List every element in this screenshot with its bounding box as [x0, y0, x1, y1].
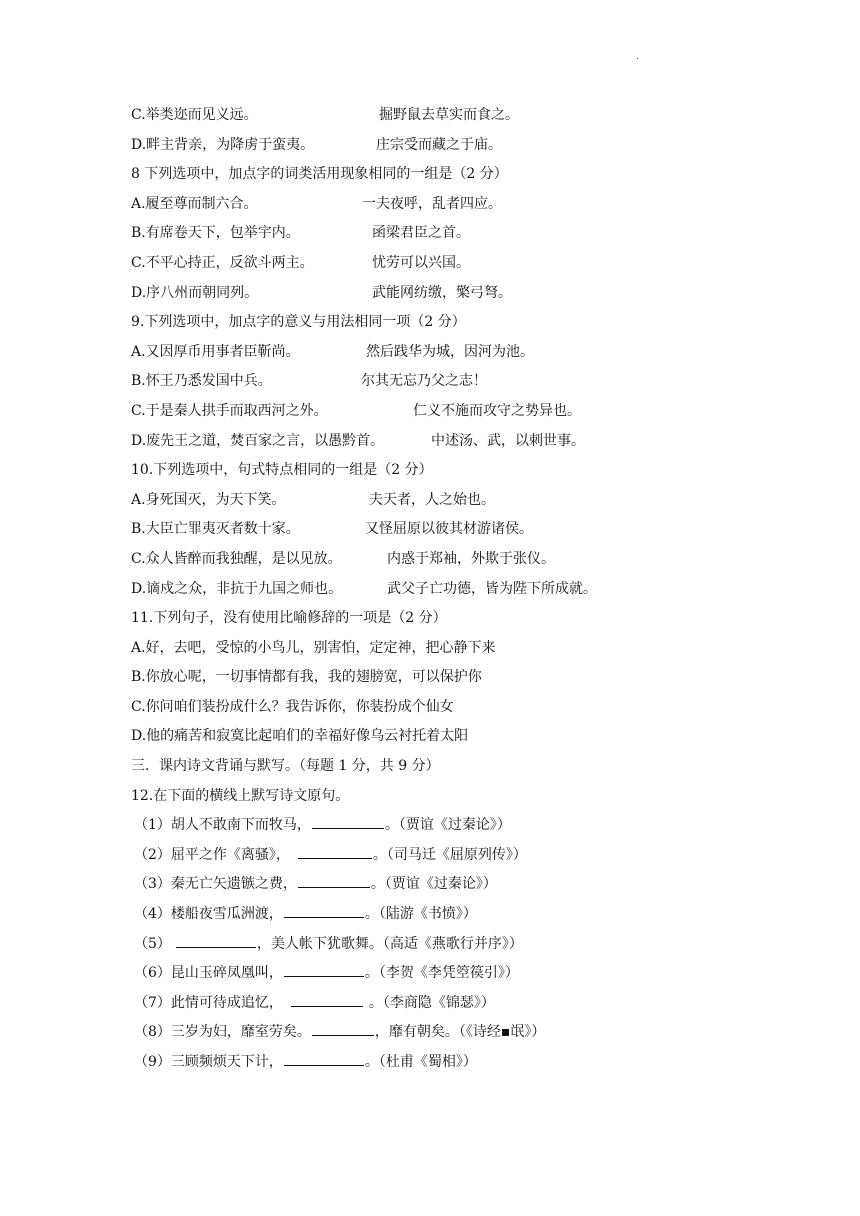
- option-left: A.履至尊而制六合。: [131, 195, 258, 212]
- dictation-item: [131, 841, 831, 871]
- q10-option-a: [131, 486, 831, 516]
- section3-title: 三．课内诗文背诵与默写。（每题 1 分，共 9 分）: [131, 758, 440, 775]
- option-right: 函梁君臣之首。: [372, 225, 470, 242]
- item-number: （9）: [134, 1054, 171, 1070]
- dictation-item: [131, 989, 831, 1019]
- q10-option-b: [131, 515, 831, 545]
- q7-option-d: [131, 131, 831, 161]
- dictation-item: [131, 1048, 831, 1078]
- item-text-before: 昆山玉碎凤凰叫，: [170, 965, 283, 982]
- item-number: （5）: [134, 935, 171, 952]
- item-number: （7）: [134, 994, 171, 1011]
- option-left: D.畔主背亲，为降虏于蛮夷。: [131, 136, 315, 153]
- answer-blank[interactable]: [291, 989, 363, 1007]
- dictation-item: [131, 900, 831, 930]
- option-left: D.谪戍之众，非抗于九国之师也。: [131, 580, 343, 597]
- option-right: 内惑于郑袖，外欺于张仪。: [387, 550, 555, 567]
- option-left: A.又因厚币用事者臣靳尚。: [131, 343, 300, 360]
- answer-blank[interactable]: [284, 959, 364, 977]
- answer-blank[interactable]: [284, 900, 364, 918]
- q8-title: 8 下列选项中，加点字的词类活用现象相同的一组是（2 分）: [131, 166, 508, 183]
- item-text-before: 屈平之作《离骚》，: [170, 846, 290, 863]
- option-right: 夫天者，人之始也。: [369, 491, 495, 508]
- q11-option-a: A.好，去吧，受惊的小鸟儿，别害怕，定定神，把心静下来: [131, 639, 496, 656]
- dictation-item: [131, 959, 831, 989]
- dictation-item: [131, 870, 831, 900]
- item-text-before: 此情可待成追忆，: [170, 994, 283, 1011]
- q12-title: 12.在下面的横线上默写诗文原句。: [131, 787, 350, 804]
- q8-option-a: [131, 190, 831, 220]
- dictation-item: [131, 811, 831, 841]
- option-left: B.怀王乃悉发国中兵。: [131, 373, 272, 390]
- option-right: 又怪屈原以彼其材游诸侯。: [365, 521, 533, 538]
- option-left: B.有席卷天下，包举宇内。: [131, 225, 300, 242]
- option-right: 掘野鼠去草实而食之。: [379, 107, 519, 123]
- item-text-after: 。（李商隐《锦瑟》）: [368, 994, 495, 1011]
- item-text-after: ，美人帐下犹歌舞。（高适《燕歌行并序》）: [256, 935, 523, 952]
- q9-option-b: [131, 367, 831, 397]
- option-left: B.大臣亡罪夷灭者数十家。: [131, 521, 300, 538]
- item-text-after: 。（李贺《李凭箜篌引》）: [364, 965, 519, 982]
- item-number: （3）: [134, 876, 171, 893]
- option-left: D.废先王之道，焚百家之言，以愚黔首。: [131, 432, 385, 449]
- option-left: D.序八州而朝同列。: [131, 284, 259, 301]
- q10-option-d: [131, 575, 831, 605]
- answer-blank[interactable]: [298, 870, 370, 888]
- item-text-before: 胡人不敢南下而牧马，: [170, 817, 311, 834]
- option-right: 然后践华为城，因河为池。: [366, 343, 534, 360]
- answer-blank[interactable]: [176, 930, 256, 948]
- option-right: 一夫夜呼，乱者四应。: [362, 195, 502, 212]
- item-text-before: 三岁为妇，靡室劳矣。: [170, 1024, 311, 1041]
- option-right: 尔其无忘乃父之志！: [361, 373, 487, 390]
- q11-option-b: B.你放心呢，一切事情都有我，我的翅膀宽，可以保护你: [131, 669, 482, 686]
- page-mark: .: [636, 52, 639, 62]
- answer-blank[interactable]: [298, 841, 372, 859]
- item-text-before: 三顾频烦天下计，: [170, 1054, 283, 1070]
- option-left: C.不平心持正，反欲斗两主。: [131, 254, 314, 271]
- item-number: （8）: [134, 1024, 171, 1041]
- q11-option-c: C.你问咱们装扮成什么？我告诉你，你装扮成个仙女: [131, 698, 454, 715]
- item-text-after: 。（陆游《书愤》）: [364, 906, 477, 923]
- item-text-after: 。（贾谊《过秦论》）: [370, 876, 497, 893]
- item-text-after: 。（司马迁《屈原列传》）: [372, 846, 527, 863]
- item-number: （4）: [134, 906, 171, 923]
- q9-title: 9.下列选项中，加点字的意义与用法相同一项（2 分）: [131, 314, 466, 331]
- option-right: 中述汤、武，以刺世事。: [431, 432, 585, 449]
- q9-option-d: [131, 427, 831, 457]
- option-right: 武能网纺缴，檠弓弩。: [372, 284, 512, 301]
- q8-option-b: [131, 219, 831, 249]
- answer-blank[interactable]: [312, 1018, 374, 1036]
- option-left: C.众人皆醉而我独醒，是以见放。: [131, 550, 342, 567]
- q7-option-c: [131, 101, 831, 131]
- item-number: （2）: [134, 846, 171, 863]
- option-left: A.身死国灭，为天下笑。: [131, 491, 286, 508]
- q10-title: 10.下列选项中，句式特点相同的一组是（2 分）: [131, 462, 433, 479]
- q11-option-d: D.他的痛苦和寂寞比起咱们的幸福好像乌云衬托着太阳: [131, 728, 469, 745]
- exam-content: [131, 101, 831, 1078]
- answer-blank[interactable]: [312, 811, 384, 829]
- q9-option-a: [131, 338, 831, 368]
- option-right: 忧劳可以兴国。: [372, 254, 470, 271]
- option-left: C.于是秦人拱手而取西河之外。: [131, 402, 328, 419]
- q9-option-c: [131, 397, 831, 427]
- item-text-after: 。（杜甫《蜀相》）: [364, 1054, 477, 1070]
- q8-option-c: [131, 249, 831, 279]
- item-text-after: ，靡有朝矣。（《诗经▪氓》）: [374, 1024, 546, 1041]
- q11-title: 11.下列句子，没有使用比喻修辞的一项是（2 分）: [131, 610, 447, 627]
- item-number: （6）: [134, 965, 171, 982]
- option-right: 武父子亡功德，皆为陛下所成就。: [387, 580, 597, 597]
- item-text-after: 。（贾谊《过秦论》）: [384, 817, 511, 834]
- q10-option-c: [131, 545, 831, 575]
- answer-blank[interactable]: [284, 1048, 364, 1066]
- dictation-item: [131, 1018, 831, 1048]
- dictation-item: [131, 930, 831, 960]
- option-left: C.举类迩而见义远。: [131, 107, 258, 123]
- q8-option-d: [131, 279, 831, 309]
- item-text-before: 秦无亡矢遗镞之费，: [170, 876, 297, 893]
- item-text-before: 楼船夜雪瓜洲渡，: [170, 906, 283, 923]
- item-number: （1）: [134, 817, 171, 834]
- option-right: 仁义不施而攻守之势异也。: [413, 402, 581, 419]
- option-right: 庄宗受而藏之于庙。: [376, 136, 502, 153]
